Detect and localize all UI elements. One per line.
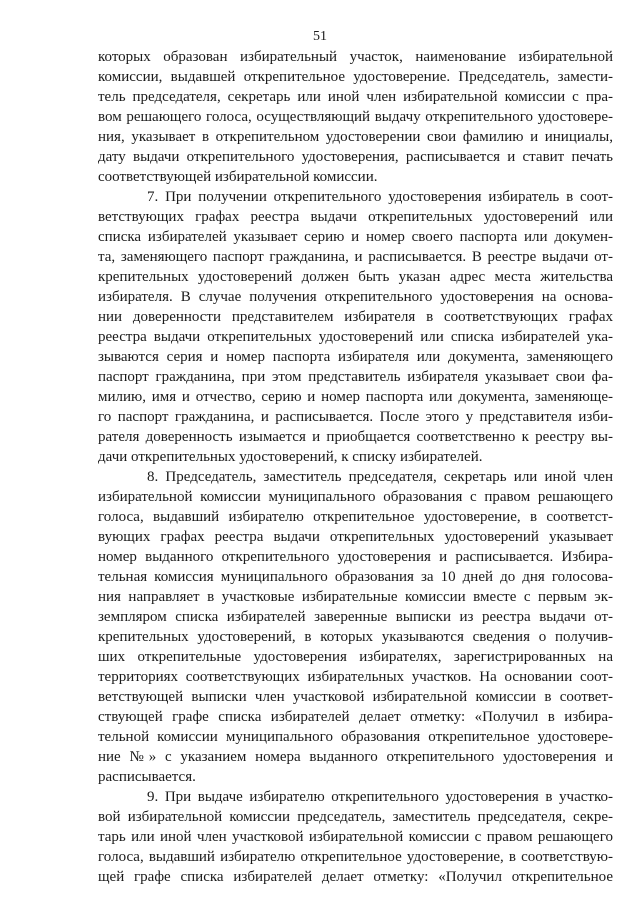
text-line: милию, имя и отчество, серию и номер паспорта или документа, заменяюще-: [98, 389, 613, 405]
text-line: избирателя. В случае получения открепительного удостоверения на основа-: [98, 289, 613, 305]
paragraph-first-line: 9. При выдаче избирателю открепительного удостоверения в участко-: [147, 789, 613, 805]
text-line: голоса, выдавший избирателю открепительное удостоверение, в соответст-: [98, 509, 613, 525]
text-line: ствующей графе списка избирателей делает отметку: «Получил в избира-: [98, 709, 613, 725]
text-line: тель председателя, секретарь или иной член избирательной комиссии с пра-: [98, 89, 613, 105]
text-line: крепительных удостоверений должен быть указан адрес места жительства: [98, 269, 613, 285]
paragraph-first-line: 7. При получении открепительного удостоверения избиратель в соот-: [147, 189, 613, 205]
text-line: голоса, выдавший избирателю открепительное удостоверение, в соответствую-: [98, 849, 613, 865]
text-line: крепительных удостоверений, в которых указываются сведения о получив-: [98, 629, 613, 645]
text-line: вом решающего голоса, осуществляющий выдачу открепительного удостовере-: [98, 109, 613, 125]
text-line: тарь или иной член участковой избирательной комиссии с правом решающего: [98, 829, 613, 845]
text-line: земпляром списка избирателей заверенные выписки из реестра выдачи от-: [98, 609, 613, 625]
text-line: ветствующих графах реестра выдачи открепительных удостоверений или: [98, 209, 613, 225]
text-line: тельная комиссия муниципального образования за 10 дней до дня голосова-: [98, 569, 613, 585]
text-line: номер выданного открепительного удостоверения и расписывается. Избира-: [98, 549, 613, 565]
text-line: паспорт гражданина, при этом представитель избирателя указывает свои фа-: [98, 369, 613, 385]
text-line: списка избирателей указывает серию и номер своего паспорта или докумен-: [98, 229, 613, 245]
text-line: ния направляет в участковые избирательные комиссии вместе с первым эк-: [98, 589, 613, 605]
page-number: 51: [313, 29, 327, 44]
text-line: го паспорт гражданина, и расписывается. После этого у представителя изби-: [98, 409, 613, 425]
paragraph-first-line: 8. Председатель, заместитель председателя, секретарь или иной член: [147, 469, 613, 485]
text-line: соответствующей избирательной комиссии.: [98, 169, 378, 185]
text-line: ние №» с указанием номера выданного открепительного удостоверения и: [98, 749, 613, 765]
text-line: ших открепительные удостоверения избирателях, зарегистрированных на: [98, 649, 613, 665]
text-line: рателя доверенность изымается и приобщается соответственно к реестру вы-: [98, 429, 613, 445]
text-line: которых образован избирательный участок, наименование избирательной: [98, 49, 613, 65]
text-line: ветствующей выписки член участковой избирательной комиссии в соответ-: [98, 689, 613, 705]
text-line: дату выдачи открепительного удостоверения, расписывается и ставит печать: [98, 149, 613, 165]
text-line: ния, указывает в открепительном удостоверении свои фамилию и инициалы,: [98, 129, 613, 145]
text-line: избирательной комиссии муниципального образования с правом решающего: [98, 489, 613, 505]
text-line: расписывается.: [98, 769, 196, 785]
text-line: щей графе списка избирателей делает отметку: «Получил открепительное: [98, 869, 613, 885]
text-line: та, заменяющего паспорт гражданина, и расписывается. В реестре выдачи от-: [98, 249, 613, 265]
text-line: территориях соответствующих избирательных участков. На основании соот-: [98, 669, 613, 685]
text-line: зываются серия и номер паспорта избирателя или документа, заменяющего: [98, 349, 613, 365]
text-line: реестра выдачи открепительных удостоверений или списка избирателей ука-: [98, 329, 613, 345]
text-line: нии доверенности представителем избирателя в соответствующих графах: [98, 309, 613, 325]
text-line: комиссии, выдавшей открепительное удостоверение. Председатель, замести-: [98, 69, 613, 85]
text-line: тельной комиссии муниципального образования открепительное удостовере-: [98, 729, 613, 745]
text-line: вующих графах реестра выдачи открепительных удостоверений указывает: [98, 529, 613, 545]
text-line: вой избирательной комиссии председатель, заместитель председателя, секре-: [98, 809, 613, 825]
text-line: дачи открепительных удостоверений, к списку избирателей.: [98, 449, 483, 465]
